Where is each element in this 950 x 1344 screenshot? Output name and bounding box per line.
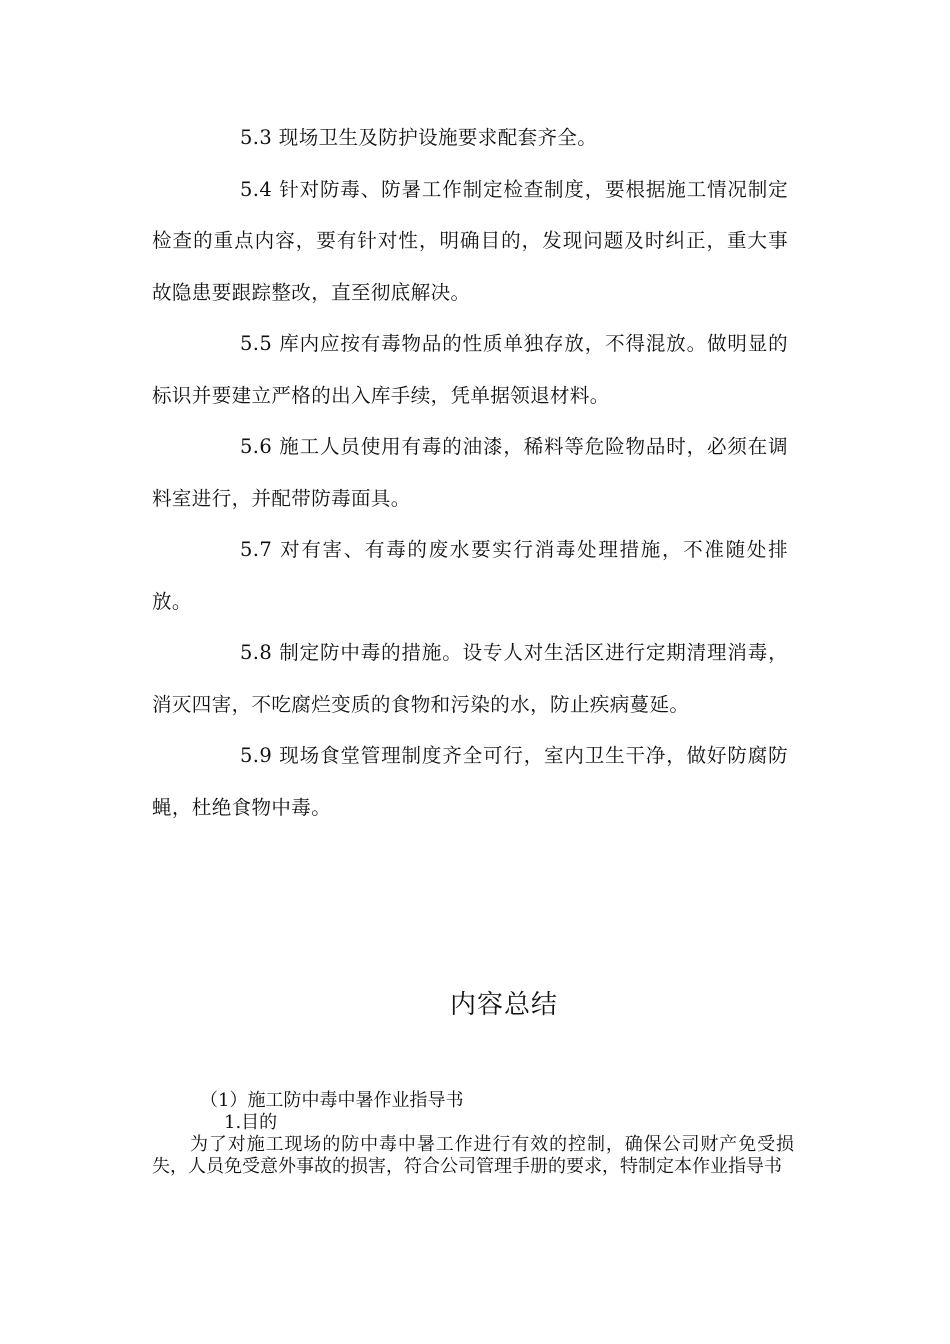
paragraph-5-7: 5.7 对有害、有毒的废水要实行消毒处理措施，不准随处排放。 bbox=[152, 538, 788, 613]
summary-title: 内容总结 bbox=[449, 990, 558, 1020]
summary-heading: （1）施工防中毒中暑作业指导书 bbox=[200, 1090, 464, 1111]
paragraph-5-3: 5.3 现场卫生及防护设施要求配套齐全。 bbox=[240, 126, 598, 149]
paragraph-5-4: 5.4 针对防毒、防暑工作制定检查制度，要根据施工情况制定检查的重点内容，要有针对性，明确目的，发现问题及时纠正，重大事故隐患要跟踪整改，直至彻底解决。 bbox=[152, 177, 788, 304]
paragraph-5-5: 5.5 库内应按有毒物品的性质单独存放，不得混放。做明显的标识并要建立严格的出入库手续，凭单据领退材料。 bbox=[152, 332, 788, 407]
paragraph-5-8: 5.8 制定防中毒的措施。设专人对生活区进行定期清理消毒，消灭四害，不吃腐烂变质的食物和污染的水，防止疾病蔓延。 bbox=[152, 641, 788, 716]
body-text-block bbox=[152, 112, 788, 833]
summary-paragraph: 为了对施工现场的防中毒中暑工作进行有效的控制，确保公司财产免受损失，人员免受意外事故的损害，符合公司管理手册的要求，特制定本作业指导书 bbox=[152, 1134, 794, 1177]
paragraph-5-9: 5.9 现场食堂管理制度齐全可行，室内卫生干净，做好防腐防蝇，杜绝食物中毒。 bbox=[152, 744, 788, 819]
paragraph-5-6: 5.6 施工人员使用有毒的油漆，稀料等危险物品时，必须在调料室进行，并配带防毒面具。 bbox=[152, 435, 788, 510]
summary-subheading: 1.目的 bbox=[224, 1112, 278, 1133]
summary-block bbox=[152, 1090, 794, 1178]
